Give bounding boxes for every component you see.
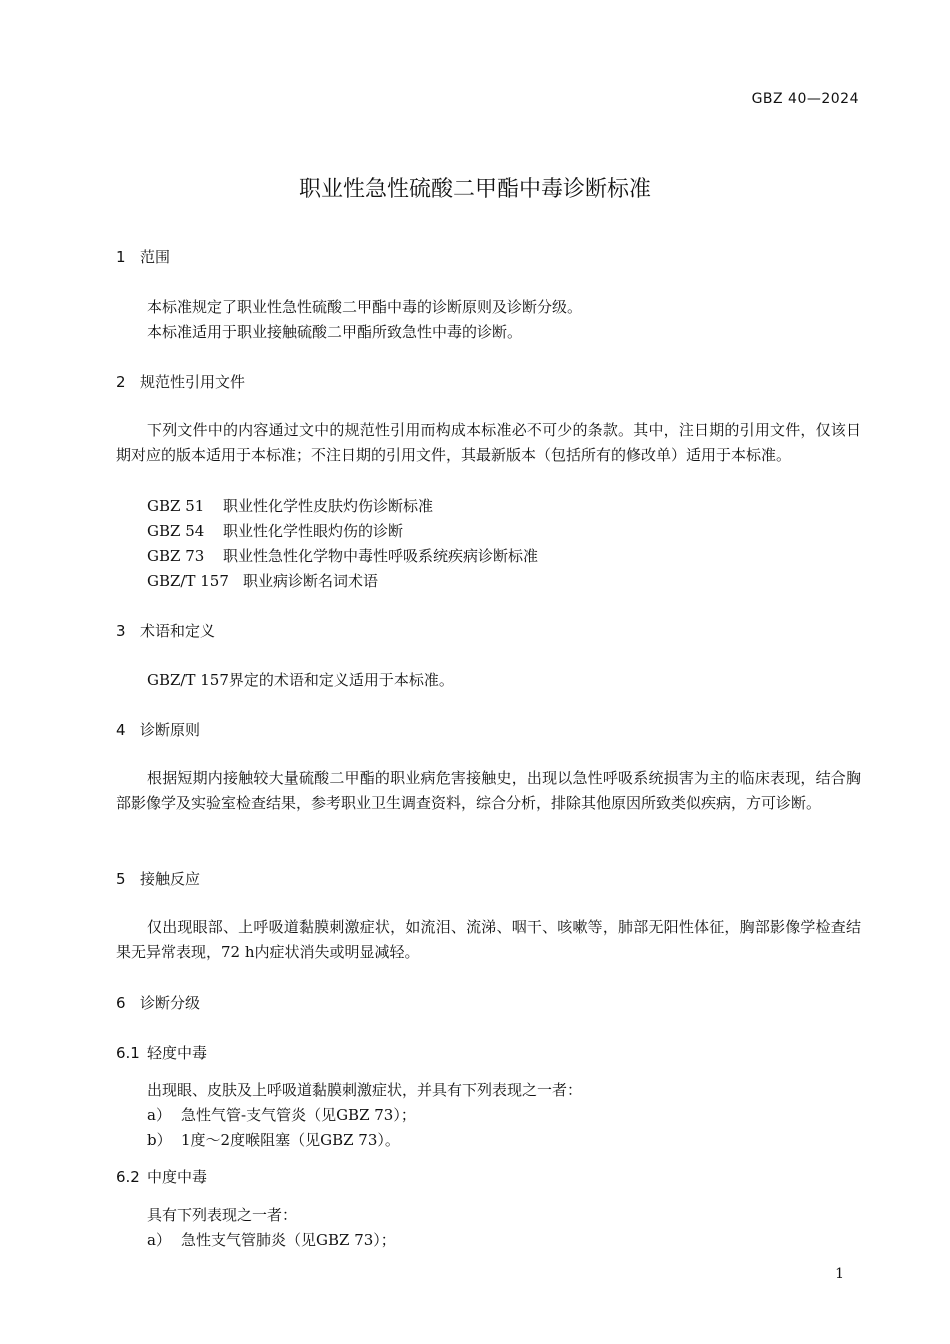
list-item xyxy=(147,1104,416,1125)
reference-code: GBZ 54 xyxy=(147,522,205,540)
reference-title: 职业性急性化学物中毒性呼吸系统疾病诊断标准 xyxy=(223,547,539,565)
section-number: 4 xyxy=(116,721,126,739)
section-title: 规范性引用文件 xyxy=(140,373,246,391)
reference-item xyxy=(147,495,433,516)
subsection-number: 6.1 xyxy=(116,1044,140,1062)
paragraph: GBZ/T 157界定的术语和定义适用于本标准。 xyxy=(147,671,454,689)
list-marker: a） xyxy=(147,1106,171,1124)
section-title: 接触反应 xyxy=(140,870,201,888)
list-marker: a） xyxy=(147,1231,171,1249)
section-title: 诊断原则 xyxy=(140,721,201,739)
list-marker: b） xyxy=(147,1131,172,1149)
section-6-heading xyxy=(116,992,200,1013)
reference-title: 职业性化学性皮肤灼伤诊断标准 xyxy=(223,497,434,515)
subsection-number: 6.2 xyxy=(116,1168,140,1186)
list-item xyxy=(147,1129,400,1150)
section-number: 1 xyxy=(116,248,126,266)
section-4-heading xyxy=(116,719,200,740)
list-item xyxy=(147,1229,396,1250)
section-number: 5 xyxy=(116,870,126,888)
page-number: 1 xyxy=(835,1266,844,1282)
list-text: 急性支气管肺炎（见GBZ 73）； xyxy=(181,1231,396,1249)
list-text: 1度～2度喉阻塞（见GBZ 73）。 xyxy=(181,1131,400,1149)
subsection-title: 中度中毒 xyxy=(147,1168,208,1186)
section-3-heading xyxy=(116,620,215,641)
paragraph: 根据短期内接触较大量硫酸二甲酯的职业病危害接触史，出现以急性呼吸系统损害为主的临床表现，结合胸部影像学及实验室检查结果，参考职业卫生调查资料，综合分析，排除其他原因所致类似疾病，方可诊断。 xyxy=(116,769,861,812)
reference-code: GBZ/T 157 xyxy=(147,572,229,590)
reference-item xyxy=(147,570,378,591)
section-title: 术语和定义 xyxy=(140,622,216,640)
list-text: 急性气管-支气管炎（见GBZ 73）； xyxy=(181,1106,416,1124)
subsection-title: 轻度中毒 xyxy=(147,1044,208,1062)
reference-code: GBZ 51 xyxy=(147,497,205,515)
reference-title: 职业病诊断名词术语 xyxy=(243,572,379,590)
section-number: 3 xyxy=(116,622,126,640)
reference-item xyxy=(147,520,403,541)
subsection-6-1-heading xyxy=(116,1042,207,1063)
paragraph: 下列文件中的内容通过文中的规范性引用而构成本标准必不可少的条款。其中，注日期的引用文件，仅该日期对应的版本适用于本标准；不注日期的引用文件，其最新版本（包括所有的修改单）适用于本标准。 xyxy=(116,421,861,464)
subsection-6-2-heading xyxy=(116,1166,207,1187)
paragraph: 具有下列表现之一者： xyxy=(147,1206,298,1224)
section-title: 范围 xyxy=(140,248,171,266)
paragraph: 本标准适用于职业接触硫酸二甲酯所致急性中毒的诊断。 xyxy=(147,323,523,341)
section-2-heading xyxy=(116,371,245,392)
section-1-heading xyxy=(116,246,170,267)
section-5-heading xyxy=(116,868,200,889)
paragraph: 仅出现眼部、上呼吸道黏膜刺激症状，如流泪、流涕、咽干、咳嗽等，肺部无阳性体征，胸部影像学检查结果无异常表现，72 h内症状消失或明显减轻。 xyxy=(116,918,861,961)
document-title: 职业性急性硫酸二甲酯中毒诊断标准 xyxy=(298,177,651,202)
section-number: 6 xyxy=(116,994,126,1012)
paragraph: 本标准规定了职业性急性硫酸二甲酯中毒的诊断原则及诊断分级。 xyxy=(147,298,583,316)
reference-item xyxy=(147,545,538,566)
section-number: 2 xyxy=(116,373,126,391)
section-title: 诊断分级 xyxy=(140,994,201,1012)
reference-code: GBZ 73 xyxy=(147,547,205,565)
standard-code-header: GBZ 40—2024 xyxy=(751,91,859,107)
paragraph: 出现眼、皮肤及上呼吸道黏膜刺激症状，并具有下列表现之一者： xyxy=(147,1081,583,1099)
reference-title: 职业性化学性眼灼伤的诊断 xyxy=(223,522,404,540)
